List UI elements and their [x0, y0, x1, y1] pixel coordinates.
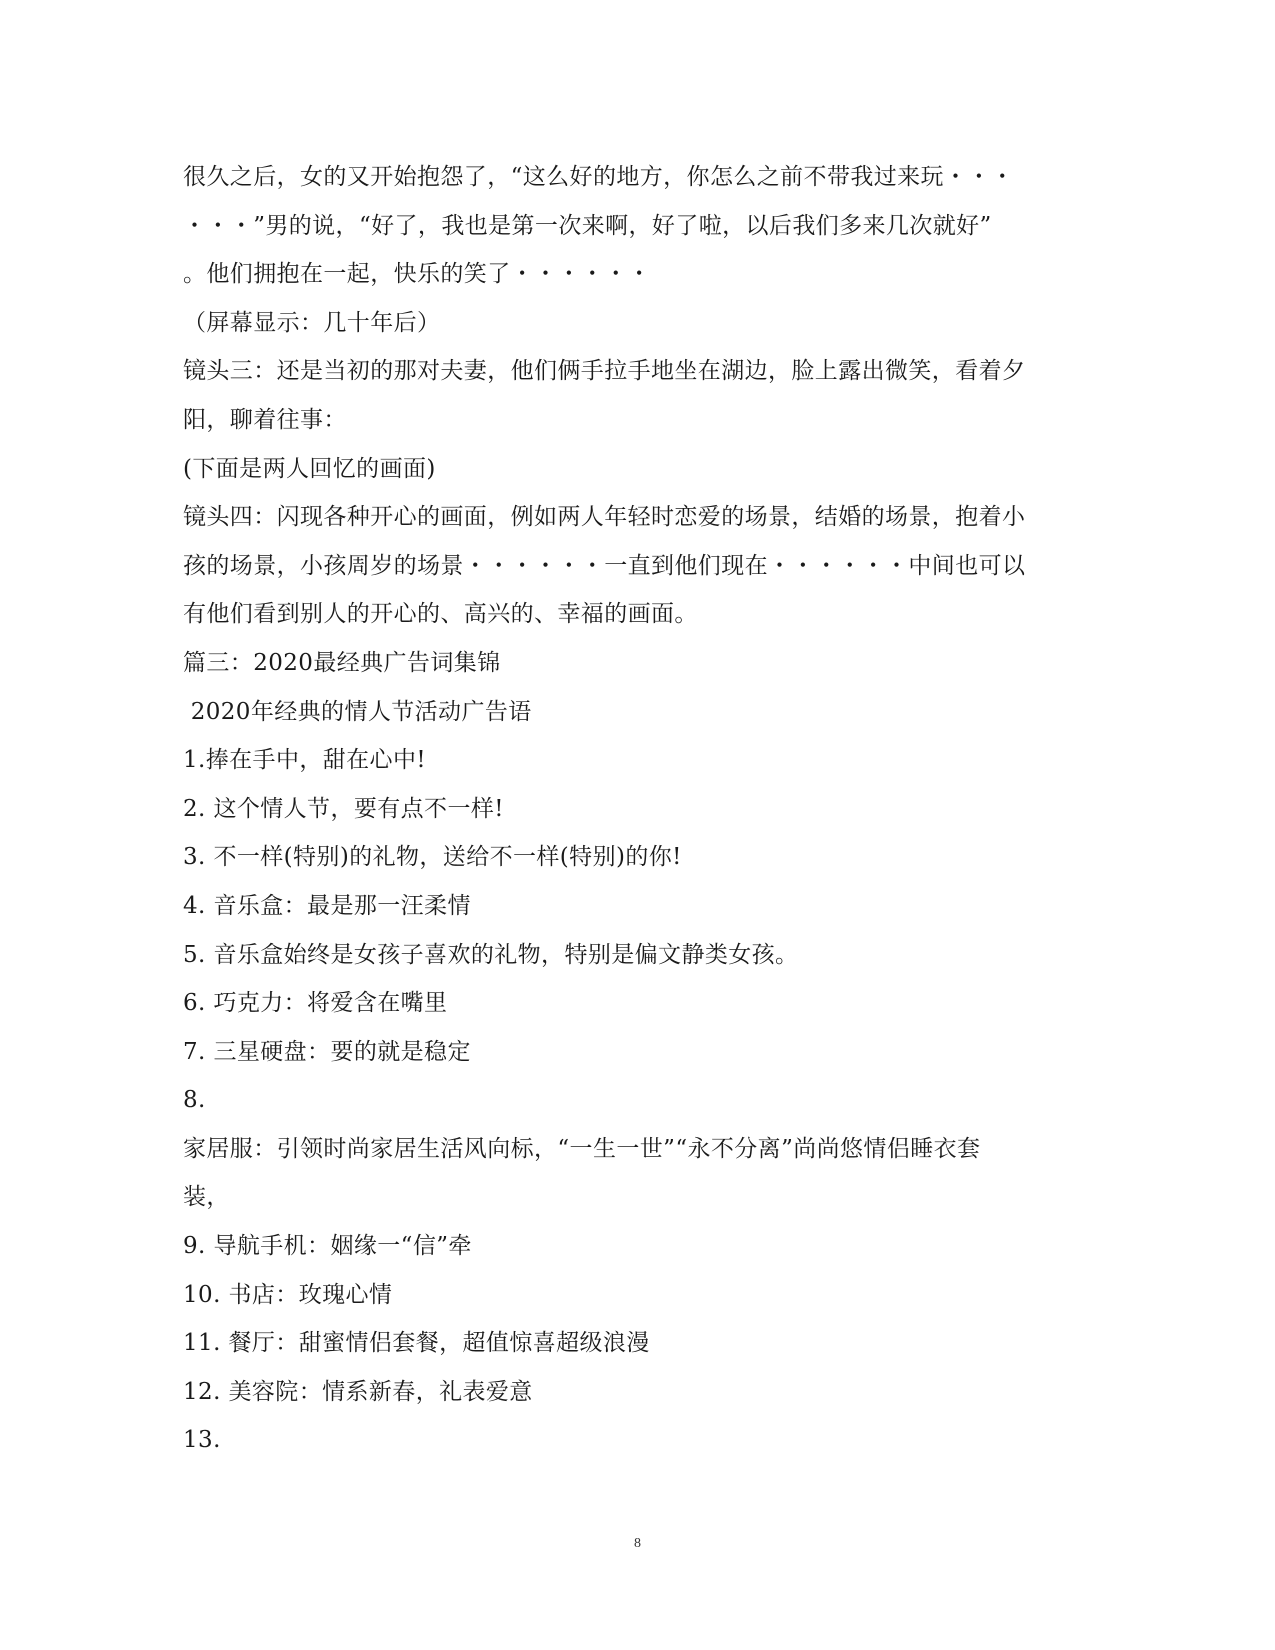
list-item: 9. 导航手机：姻缘一“信”牵 — [183, 1233, 472, 1260]
list-item: 10. 书店：玫瑰心情 — [183, 1281, 393, 1308]
list-item: 3. 不一样(特别)的礼物，送给不一样(特别)的你! — [183, 844, 682, 871]
text-line: 阳，聊着往事： — [183, 406, 347, 433]
list-item: 家居服：引领时尚家居生活风向标，“一生一世”“永不分离”尚尚悠情侣睡衣套 — [183, 1135, 981, 1162]
text-line: （屏幕显示：几十年后） — [183, 309, 441, 336]
text-line: 很久之后，女的又开始抱怨了，“这么好的地方，你怎么之前不带我过来玩・・・ — [183, 164, 1015, 190]
list-item: 2. 这个情人节，要有点不一样! — [183, 795, 504, 822]
text-line: 孩的场景，小孩周岁的场景・・・・・・一直到他们现在・・・・・・中间也可以 — [183, 552, 1026, 579]
list-item: 13. — [183, 1427, 221, 1454]
list-item: 4. 音乐盒：最是那一汪柔情 — [183, 892, 471, 919]
text-line: 镜头四：闪现各种开心的画面，例如两人年轻时恋爱的场景，结婚的场景，抱着小 — [183, 504, 1026, 531]
document-body — [183, 153, 1088, 1465]
list-item: 1.捧在手中，甜在心中! — [183, 747, 426, 774]
section-heading: 篇三：2020最经典广告词集锦 — [183, 649, 501, 676]
sub-heading: 2020年经典的情人节活动广告语 — [183, 698, 532, 725]
list-item: 7. 三星硬盘：要的就是稳定 — [183, 1038, 471, 1065]
text-line: (下面是两人回忆的画面) — [183, 455, 436, 482]
list-item: 6. 巧克力：将爱含在嘴里 — [183, 990, 448, 1017]
text-line: 。他们拥抱在一起，快乐的笑了・・・・・・ — [183, 261, 651, 288]
list-item: 11. 餐厅：甜蜜情侣套餐，超值惊喜超级浪漫 — [183, 1330, 650, 1357]
text-line: 有他们看到别人的开心的、高兴的、幸福的画面。 — [183, 601, 698, 628]
list-item: 8. — [183, 1087, 206, 1114]
text-line: 镜头三：还是当初的那对夫妻，他们俩手拉手地坐在湖边，脸上露出微笑，看着夕 — [183, 358, 1026, 385]
list-item: 12. 美容院：情系新春，礼表爱意 — [183, 1378, 533, 1405]
list-item: 装， — [183, 1184, 230, 1211]
list-item: 5. 音乐盒始终是女孩子喜欢的礼物，特别是偏文静类女孩。 — [183, 941, 799, 968]
text-line: ・・・”男的说，“好了，我也是第一次来啊，好了啦，以后我们多来几次就好” — [183, 212, 992, 239]
page-number: 8 — [634, 1536, 641, 1551]
